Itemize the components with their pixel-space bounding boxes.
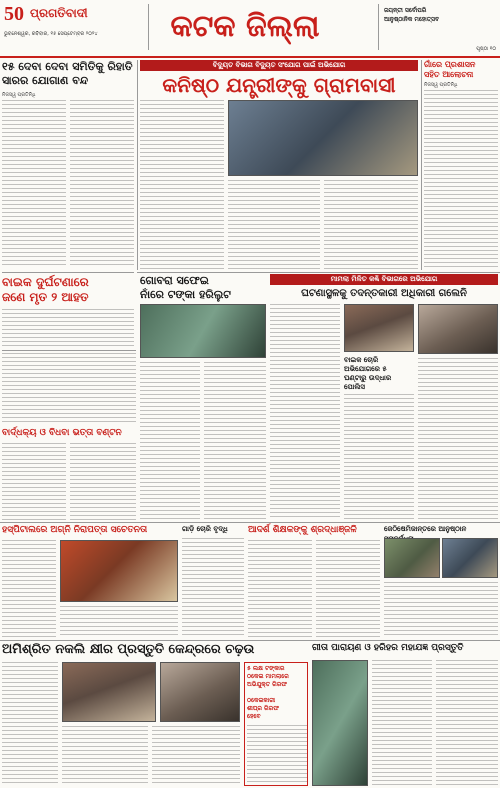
article-body bbox=[228, 180, 320, 270]
article-body bbox=[140, 100, 224, 270]
article-body bbox=[2, 540, 56, 638]
article-villagers bbox=[140, 60, 418, 270]
article-body bbox=[152, 726, 240, 786]
article-body bbox=[62, 726, 148, 786]
article-gita-recitation bbox=[312, 642, 498, 786]
news-photo bbox=[384, 538, 440, 578]
sidebar-box bbox=[244, 662, 308, 786]
article-byline: ନିଜସ୍ୱ ପ୍ରତିନିଧି bbox=[2, 92, 36, 98]
article-body bbox=[140, 362, 200, 520]
dateline: ଭୁବନେଶ୍ୱର, ରବିବାର, ୧୫ ସେପ୍ଟେମ୍ବର ୨୦୨୪ bbox=[4, 31, 98, 37]
article-body bbox=[2, 100, 66, 268]
news-photo bbox=[228, 100, 418, 176]
article-body bbox=[418, 358, 498, 520]
article-headline: କନିଷ୍ଠ ଯନ୍ତ୍ରୀଙ୍କୁ ଗ୍ରାମବାସୀ bbox=[162, 73, 396, 97]
article-body bbox=[2, 309, 134, 349]
article-body bbox=[70, 100, 134, 268]
article-kicker: ମାମଲା ମିଳିତ କଣ୍ଢି ବିଭାଗରେ ଅଭିଯୋଗ bbox=[270, 274, 498, 285]
article-body bbox=[436, 660, 498, 786]
paper-name: ପ୍ରଗତିବାଦୀ bbox=[30, 6, 88, 20]
article-headline: ଗୋବରା ସଫେଇ ନାଁରେ ଟଙ୍କା ହରିଲୁଟ bbox=[140, 274, 231, 301]
article-headline: ଆଦର୍ଶ ଶିକ୍ଷକଙ୍କୁ ଶ୍ରଦ୍ଧାଞ୍ଜଳି bbox=[248, 525, 357, 535]
article-body bbox=[247, 725, 307, 785]
article-headline: ବାର୍ଦ୍ଧକ୍ୟ ଓ ବିଧବା ଭତ୍ତା ବଣ୍ଟନ bbox=[2, 428, 122, 438]
article-body bbox=[204, 362, 266, 520]
article-headline: ଗୀତା ପାରାୟଣ ଓ ହରିହର ମହାଯଜ୍ଞ ପ୍ରସ୍ତୁତି bbox=[312, 643, 464, 653]
news-photo bbox=[344, 304, 414, 352]
article-vehicle-theft bbox=[182, 524, 244, 638]
article-headline: ଘଟଣାସ୍ଥଳକୁ ତଦନ୍ତକାରୀ ଅଧିକାରୀ ଗଲେନି bbox=[301, 288, 467, 299]
article-cleaning-scam bbox=[140, 274, 266, 520]
article-byline: ନିଜସ୍ୱ ପ୍ରତିନିଧି bbox=[424, 82, 458, 88]
section-title: କଟକ ଜିଲ୍ଲା bbox=[170, 9, 320, 44]
anniversary-logo bbox=[4, 3, 30, 27]
news-photo bbox=[160, 662, 240, 722]
article-fake-milk bbox=[2, 642, 308, 786]
article-bike-accident bbox=[2, 272, 134, 348]
article-headline: ୫ ଲକ୍ଷ ଟଙ୍କାର ଠକେଇ ମାମଲାରେ ଅଭିଯୁକ୍ତ ଗିରଫ bbox=[247, 665, 289, 688]
article-body bbox=[2, 353, 136, 423]
right-promo: ଜୟନ୍ତୀ ସର୍ବୋପରି ଆନୁଷ୍ଠାନିକ ମହୋତ୍ସବ bbox=[384, 7, 440, 23]
article-teacher-tribute bbox=[248, 524, 380, 638]
article-headline: ବାଇକ ଦୁର୍ଘଟଣାରେ ଜଣେ ମୃତ ୨ ଆହତ bbox=[2, 275, 89, 304]
article-body bbox=[70, 443, 136, 521]
article-headline: ଜେଠିଷେମିଜାନ୍ତରେ ଆନୁଷ୍ଠାନ bbox=[384, 525, 467, 533]
news-photo bbox=[442, 538, 498, 578]
article-headline: ବାଇକ ଚୋରି ଅଭିଯୋଗରେ ୫ ଘଣ୍ଟାରୁ ଉଦ୍ଧାର ପୋଲିସ bbox=[344, 356, 392, 391]
article-body bbox=[248, 540, 312, 638]
anniversary-number: 50 bbox=[4, 3, 24, 25]
page-number: ପୃଷ୍ଠା ୧୦ bbox=[476, 46, 496, 52]
article-pension bbox=[2, 350, 136, 520]
article-body bbox=[384, 582, 498, 638]
article-headline: ୧୫ ଦେବା ଦେବା ସମିତିକୁ ରିହାତି ସାରର ଯୋଗାଣ ବନ୍ଦ bbox=[2, 60, 133, 87]
news-photo bbox=[140, 304, 266, 358]
article-felicitation bbox=[384, 524, 498, 638]
article-headline: ଗାଡ଼ି ଚୋରି ବୃଦ୍ଧି bbox=[182, 525, 228, 533]
article-headline: ହସ୍ପିଟାଲରେ ଅଗ୍ନି ନିରାପତ୍ତା ସଚେତନତା bbox=[2, 525, 148, 535]
article-body bbox=[270, 304, 340, 520]
masthead bbox=[0, 0, 500, 58]
news-photo bbox=[62, 662, 156, 722]
article-admin bbox=[424, 60, 498, 270]
article-body bbox=[316, 540, 380, 638]
article-headline: ଠକେଇକାରୀ ଶୀଘ୍ର ଗିରଫ ହେବେ bbox=[247, 697, 279, 720]
article-body bbox=[344, 394, 414, 520]
article-headline: ଅମିଶ୍ରିତ ନକଲି କ୍ଷୀର ପ୍ରସ୍ତୁତି କେନ୍ଦ୍ରରେ ଚଢ଼ଉ bbox=[2, 642, 255, 657]
article-subsidy bbox=[2, 60, 134, 268]
article-body bbox=[324, 180, 418, 270]
article-headline: ଗାଁରେ ପ୍ରଶାସନ ସହିତ ଆଲୋଚନା bbox=[424, 60, 476, 79]
article-body bbox=[60, 606, 178, 638]
article-investigator bbox=[270, 274, 498, 520]
article-body bbox=[424, 90, 498, 270]
article-fire-safety bbox=[2, 524, 178, 638]
article-body bbox=[2, 443, 66, 521]
news-photo bbox=[60, 540, 178, 602]
article-body bbox=[182, 538, 244, 638]
article-body bbox=[2, 662, 58, 786]
news-photo bbox=[418, 304, 498, 354]
article-body bbox=[372, 660, 432, 786]
article-kicker: ବିଦ୍ୟୁତ ବିଭାଗ ବିଦ୍ୟୁତ ସଂଯୋଗ ପାଇଁ ଅଭିଯୋଗ bbox=[140, 60, 418, 71]
news-photo bbox=[312, 660, 368, 786]
